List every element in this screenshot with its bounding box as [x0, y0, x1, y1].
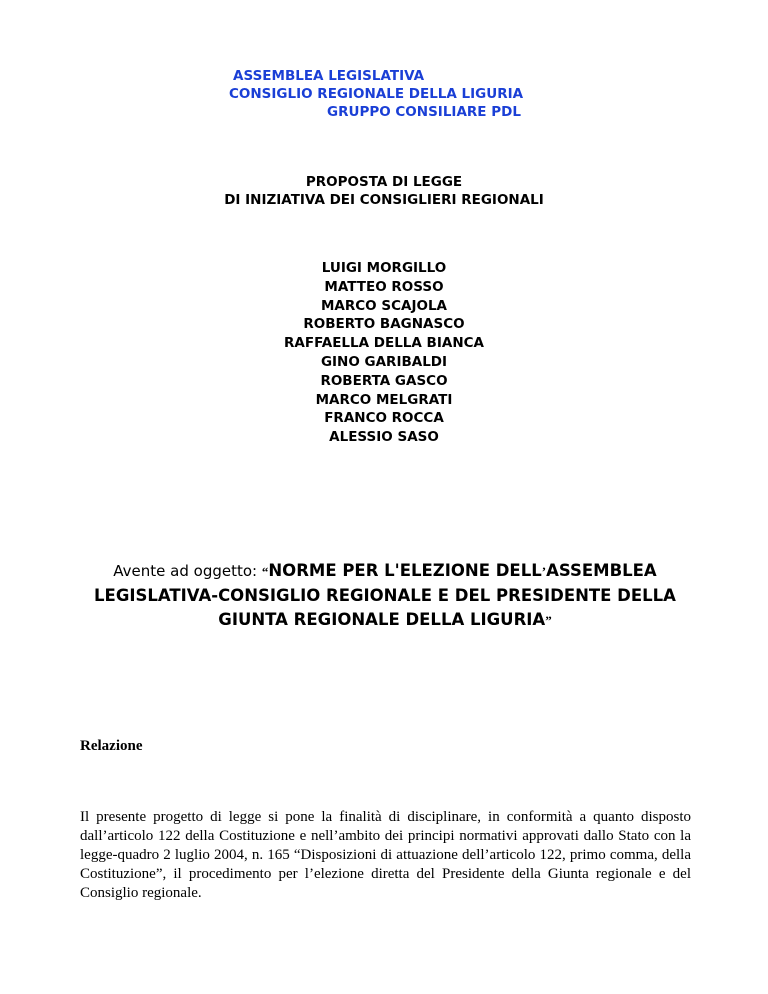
- councillor-name: MATTEO ROSSO: [324, 278, 444, 295]
- proposal-title: PROPOSTA DI LEGGE: [305, 174, 463, 190]
- report-heading: Relazione: [80, 738, 143, 754]
- councillor-name: MARCO SCAJOLA: [321, 297, 447, 314]
- councillors-list: [0, 259, 768, 447]
- councillor-name: ALESSIO SASO: [329, 429, 439, 446]
- header-council: CONSIGLIO REGIONALE DELLA LIGURIA: [229, 86, 524, 102]
- header-assembly: ASSEMBLEA LEGISLATIVA: [233, 68, 425, 84]
- councillor-name: ROBERTA GASCO: [320, 372, 448, 389]
- subject-title-part2: ASSEMBLEA LEGISLATIVA-CONSIGLIO REGIONALE E DEL PRESIDENTE DELLA GIUNTA REGIONALE DELLA LIGURIA: [94, 561, 676, 629]
- subject-close-quote: ”: [545, 613, 552, 628]
- councillor-name: LUIGI MORGILLO: [321, 260, 447, 276]
- subject-open-quote: “: [261, 564, 269, 579]
- law-subject: [80, 559, 690, 633]
- subject-lead: Avente ad oggetto:: [113, 562, 262, 580]
- subject-apostrophe: ’: [541, 564, 547, 579]
- report-paragraph: Il presente progetto di legge si pone la finalità di disciplinare, in conformità a quanto disposto dall’articolo 122 della Costituzione e nell’ambito dei principi normativi approvati dallo Stato con la legge-quadro 2 luglio 2004, n. 165 “Disposizioni di attuazione dell’articolo 122, primo comma, della Costituzione”, il procedimento per l’elezione diretta del Presidente della Giunta regionale e del Consiglio regionale.: [80, 809, 691, 901]
- header-group: GRUPPO CONSILIARE PDL: [327, 104, 521, 120]
- councillor-name: FRANCO ROCCA: [324, 410, 444, 427]
- councillor-name: MARCO MELGRATI: [315, 391, 453, 408]
- councillor-name: GINO GARIBALDI: [320, 353, 448, 370]
- councillor-name: ROBERTO BAGNASCO: [303, 316, 465, 333]
- proposal-subtitle: DI INIZIATIVA DEI CONSIGLIERI REGIONALI: [224, 192, 544, 208]
- subject-title-part1: NORME PER L'ELEZIONE DELL: [268, 561, 542, 580]
- councillor-name: RAFFAELLA DELLA BIANCA: [284, 335, 484, 352]
